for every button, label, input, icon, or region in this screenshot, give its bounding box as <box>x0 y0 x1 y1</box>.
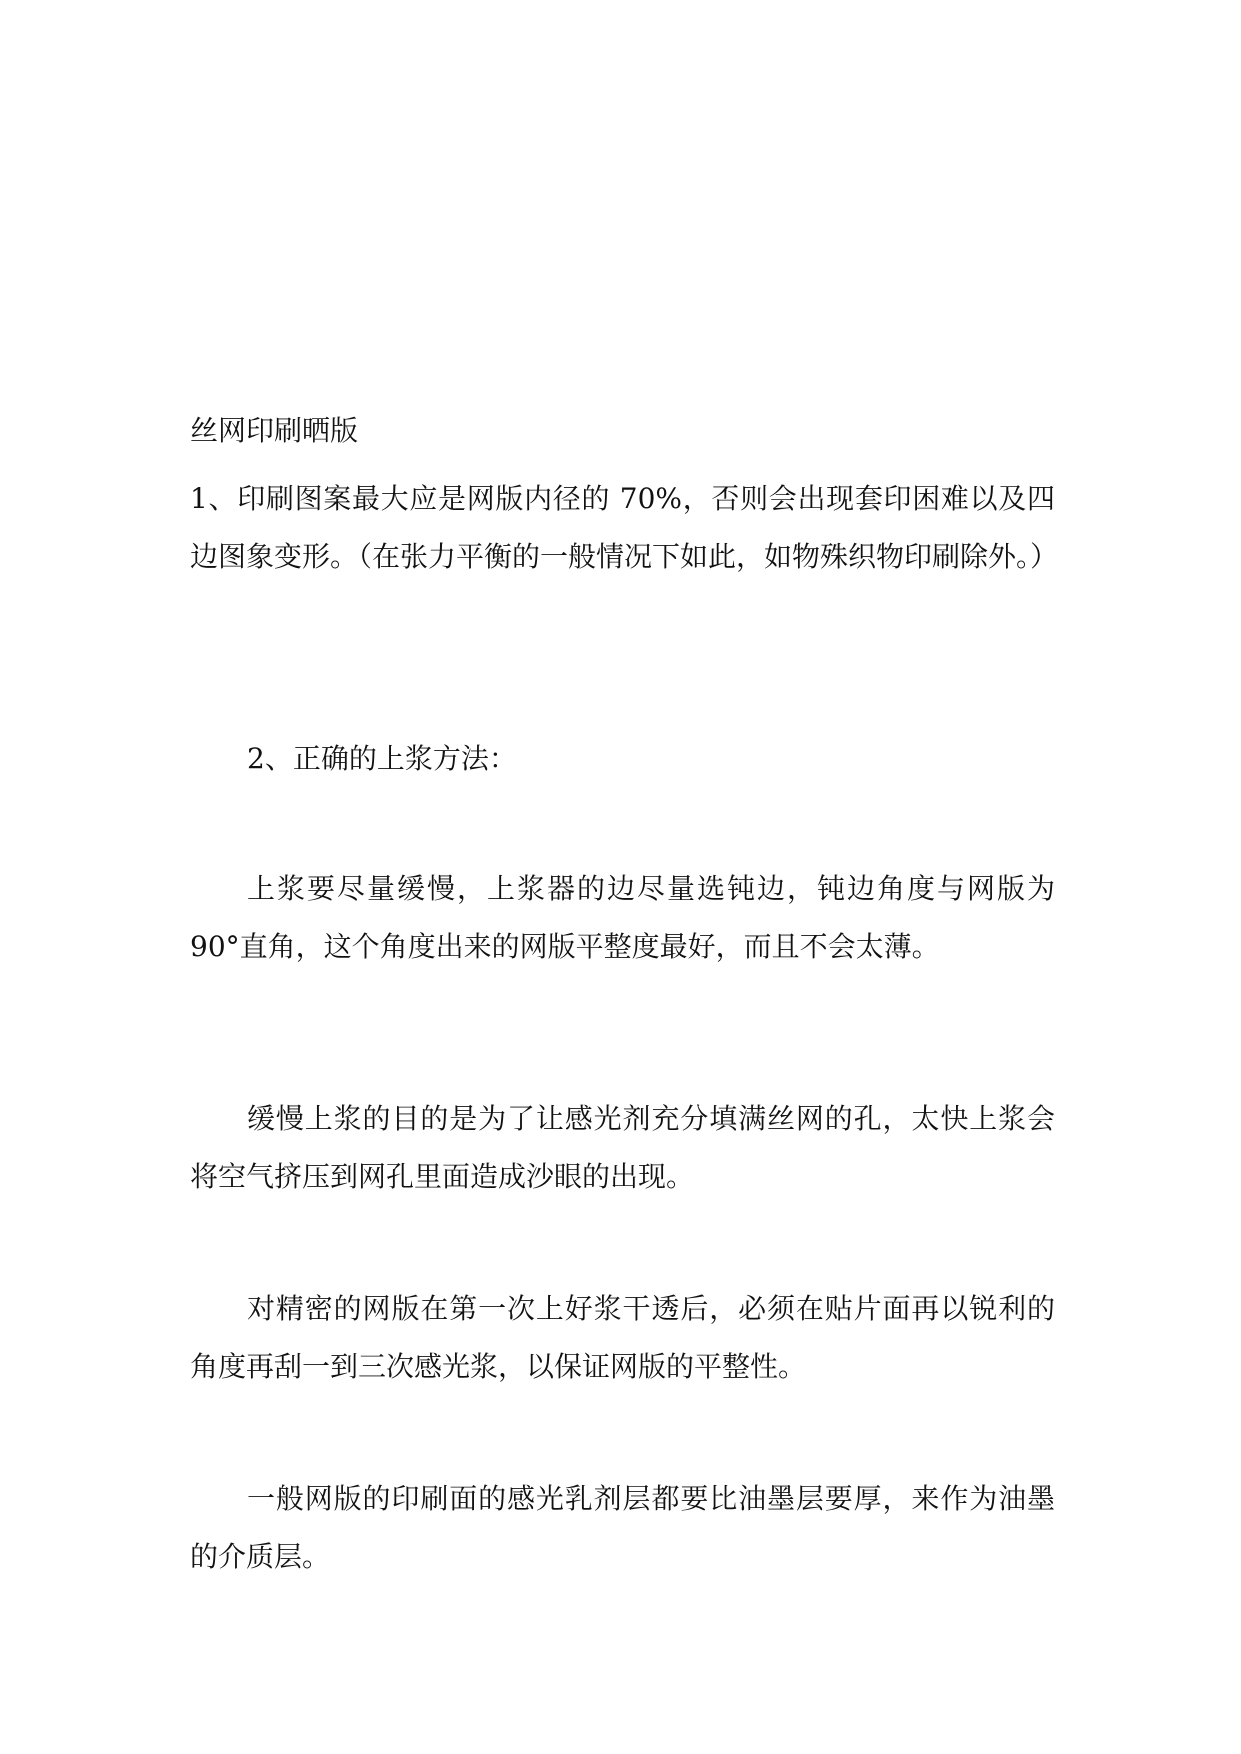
paragraph-6: 一般网版的印刷面的感光乳剂层都要比油墨层要厚，来作为油墨的介质层。 <box>190 1482 1055 1573</box>
paragraph-5: 对精密的网版在第一次上好浆干透后，必须在贴片面再以锐利的角度再刮一到三次感光浆，以保证网版的平整性。 <box>190 1292 1055 1383</box>
paragraph-1: 1、印刷图案最大应是网版内径的 70%，否则会出现套印困难以及四边图象变形。（在张力平衡的一般情况下如此，如物殊织物印刷除外。） <box>190 482 1059 573</box>
paragraph-2: 2、正确的上浆方法： <box>247 742 517 775</box>
paragraph-3: 上浆要尽量缓慢，上浆器的边尽量选钝边，钝边角度与网版为 90°直角，这个角度出来的网版平整度最好，而且不会太薄。 <box>190 872 1055 963</box>
paragraph-4: 缓慢上浆的目的是为了让感光剂充分填满丝网的孔，太快上浆会将空气挤压到网孔里面造成沙眼的出现。 <box>190 1102 1055 1193</box>
document-title: 丝网印刷晒版 <box>190 414 359 447</box>
